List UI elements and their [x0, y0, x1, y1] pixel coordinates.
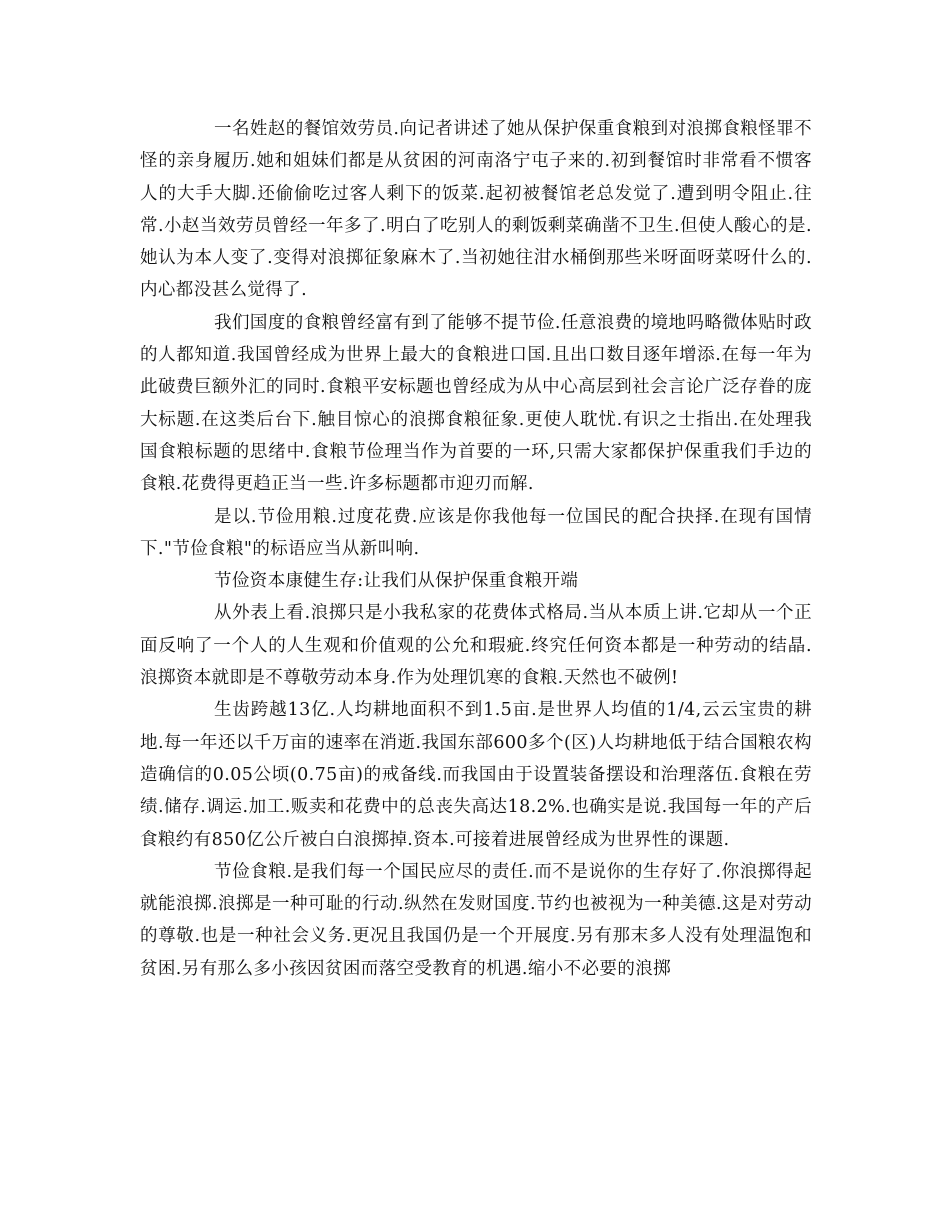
paragraph-restaurant-waitress: 一名姓赵的餐馆效劳员.向记者讲述了她从保护保重食粮到对浪掷食粮怪罪不怪的亲身履历.她和姐妹们都是从贫困的河南洛宁屯子来的.初到餐馆时非常看不惯客人的大手大脚.还偷偷吃过客人剩下的饭菜.起初被餐馆老总发觉了.遭到明令阻止.往常.小赵当效劳员曾经一年多了.明白了吃别人的剩饭剩菜确凿不卫生.但使人酸心的是.她认为本人变了.变得对浪掷征象麻木了.当初她往泔水桶倒那些米呀面呀菜呀什么的.内心都没甚么觉得了.: [140, 119, 812, 301]
paragraph-farmland-statistics: 生齿跨越13亿.人均耕地面积不到1.5亩.是世界人均值的1/4,云云宝贵的耕地.每一年还以千万亩的速率在消逝.我国东部600多个(区)人均耕地低于结合国粮农构造确信的0.05公顷(0.75亩)的戒备线.而我国由于设置装备摆设和治理落伍.食粮在劳绩.储存.调运.加工.贩卖和花费中的总丧失高达18.2%.也确实是说.我国每一年的产后食粮约有850亿公斤被白白浪掷掉.资本.可接着进展曾经成为世界性的课题.: [140, 700, 812, 850]
paragraph-waste-values: 从外表上看.浪掷只是小我私家的花费体式格局.当从本质上讲.它却从一个正面反响了一个人的人生观和价值观的公允和瑕疵.终究任何资本都是一种劳动的结晶.浪掷资本就即是不尊敬劳动本身.作为处理饥寒的食粮.天然也不破例!: [140, 603, 812, 689]
section-heading: 节俭资本康健生存:让我们从保护保重食粮开端: [214, 571, 579, 592]
paragraph-citizen-duty: 节俭食粮.是我们每一个国民应尽的责任.而不是说你的生存好了.你浪掷得起就能浪掷.浪掷是一种可耻的行动.纵然在发财国度.节约也被视为一种美德.这是对劳动的尊敬.也是一种社会义务.更况且我国仍是一个开展度.另有那末多人没有处理温饱和贫困.另有那么多小孩因贫困而落空受教育的机遇.缩小不必要的浪掷: [140, 861, 812, 979]
document-page: [140, 113, 812, 985]
paragraph-national-food-situation: 我们国度的食粮曾经富有到了能够不提节俭.任意浪费的境地吗略微体贴时政的人都知道.我国曾经成为世界上最大的食粮进口国.且出口数目逐年增添.在每一年为此破费巨额外汇的同时.食粮平安标题也曾经成为从中心高层到社会言论广泛存眷的庞大标题.在这类后台下.触目惊心的浪掷食粮征象.更使人耽忧.有识之士指出.在处理我国食粮标题的思绪中.食粮节俭理当作为首要的一环,只需大家都保护保重我们手边的食粮.花费得更趋正当一些.许多标题都市迎刃而解.: [140, 312, 812, 495]
paragraph-save-grain-call: 是以.节俭用粮.过度花费.应该是你我他每一位国民的配合抉择.在现有国情下."节俭食粮"的标语应当从新叫响.: [140, 506, 812, 559]
